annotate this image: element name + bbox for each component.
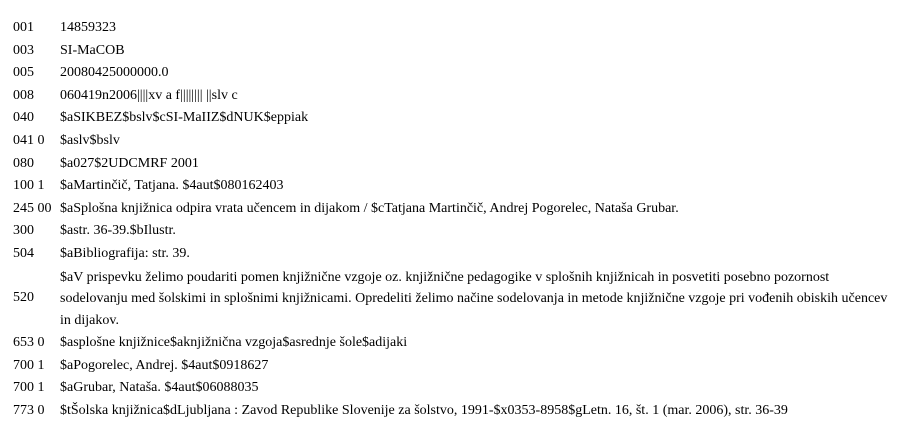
marc-field-row [13,377,888,400]
field-tag: 080 [13,155,34,171]
field-value: $aPogorelec, Andrej. $4aut$0918627 [60,357,269,373]
field-tag: 245 00 [13,200,52,216]
field-tag: 520 [13,290,34,306]
marc-field-row [13,130,888,153]
field-value: $tŠolska knjižnica$dLjubljana : Zavod Republike Slovenije za šolstvo, 1991-$x0353-8958$gLetn. 16, št. 1 (mar. 2006), str. 36-39 [60,402,788,418]
marc-field-row [13,175,888,198]
marc-field-row [13,17,888,40]
field-tag: 504 [13,245,34,261]
marc-field-row [13,400,888,423]
marc-field-row [13,243,888,266]
marc-field-row [13,85,888,108]
field-value: $aMartinčič, Tatjana. $4aut$080162403 [60,178,284,194]
field-tag: 003 [13,42,34,58]
field-value: $aV prispevku želimo poudariti pomen knjižnične vzgoje oz. knjižnične pedagogike v splošnih knjižnicah in posvetiti posebno pozornost sodelovanju med šolskimi in splošnimi knjižnicami. Opredeliti želimo načine sodelovanja in metode knjižnične vzgoje pri vođenih obiskih učencev in dijakov. [60,269,888,328]
field-value: 14859323 [60,20,116,35]
field-tag: 008 [13,87,34,103]
field-tag: 653 0 [13,335,45,351]
field-value: $astr. 36-39.$bIlustr. [60,223,176,239]
field-tag: 100 1 [13,178,45,194]
field-value: $asplošne knjižnice$aknjižnična vzgoja$asrednje šole$adijaki [60,335,408,351]
marc-field-row [13,62,888,85]
field-value: 060419n2006||||xv a f|||||||| ||slv c [60,87,238,103]
field-value: $aSplošna knjižnica odpira vrata učencem in dijakom / $cTatjana Martinčič, Andrej Pogorelec, Nataša Grubar. [60,200,679,216]
field-tag: 005 [13,65,34,81]
marc-field-row [13,220,888,243]
field-tag: 700 1 [13,380,45,396]
marc-field-row [13,355,888,378]
marc-field-row [13,40,888,63]
marc-record-table [13,17,888,422]
field-value: SI-MaCOB [60,42,125,58]
field-tag: 040 [13,110,34,126]
field-value: 20080425000000.0 [60,65,169,81]
field-value: $aSIKBEZ$bslv$cSI-MaIIZ$dNUK$eppiak [60,110,309,126]
field-tag: 773 0 [13,402,45,418]
marc-field-row [13,198,888,221]
marc-field-row [13,153,888,176]
marc-field-row [13,107,888,130]
field-tag: 700 1 [13,357,45,373]
field-value: $aGrubar, Nataša. $4aut$06088035 [60,380,259,396]
field-tag: 300 [13,223,34,239]
field-value: $a027$2UDCMRF 2001 [60,155,199,171]
field-value: $aslv$bslv [60,132,120,148]
field-tag: 001 [13,20,34,35]
marc-field-row [13,332,888,355]
field-value: $aBibliografija: str. 39. [60,245,190,261]
marc-field-row [13,266,888,333]
field-tag: 041 0 [13,132,45,148]
